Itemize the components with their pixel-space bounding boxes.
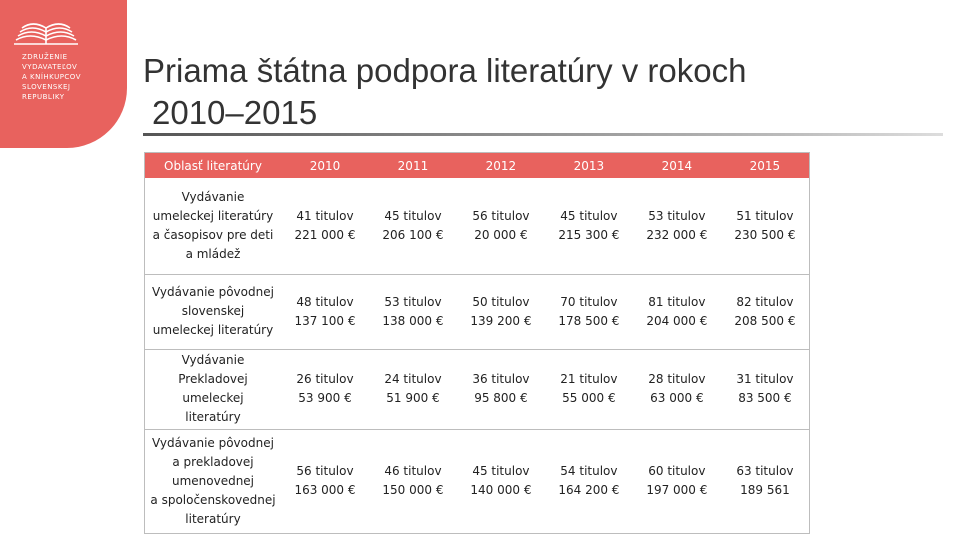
title-count: 54 titulov <box>560 464 618 478</box>
area-cell <box>145 349 282 429</box>
amount: 215 300 € <box>558 227 620 242</box>
table-row <box>145 429 810 533</box>
amount: 140 000 € <box>470 483 532 497</box>
area-line: Vydávanie pôvodnej <box>152 435 274 450</box>
area-line: slovenskej <box>181 304 245 318</box>
amount: 204 000 € <box>646 313 708 328</box>
amount: 55 000 € <box>562 391 616 405</box>
area-line: Vydávanie <box>181 353 245 367</box>
title-count: 82 titulov <box>736 294 794 309</box>
open-book-icon <box>10 16 82 50</box>
value-cell <box>633 349 721 429</box>
value-cell <box>281 178 369 274</box>
title-count: 63 titulov <box>736 464 794 478</box>
title-count: 45 titulov <box>472 464 530 478</box>
area-line: literatúry <box>185 511 241 526</box>
title-count: 26 titulov <box>296 372 354 386</box>
area-line: a prekladovej <box>172 454 254 469</box>
value-cell <box>545 349 633 429</box>
header-cell-year: 2013 <box>545 153 633 179</box>
value-cell <box>369 349 457 429</box>
header-cell-year: 2011 <box>369 153 457 179</box>
title-count: 51 titulov <box>736 208 794 223</box>
header-cell-year: 2012 <box>457 153 545 179</box>
area-line: a mládež <box>185 246 241 261</box>
title-count: 50 titulov <box>472 294 530 309</box>
value-cell <box>457 429 545 533</box>
value-cell <box>633 429 721 533</box>
title-count: 48 titulov <box>296 294 354 309</box>
title-count: 21 titulov <box>560 372 618 386</box>
area-cell <box>145 429 282 533</box>
area-line: umenovednej <box>171 473 255 488</box>
area-cell <box>145 274 282 349</box>
title-count: 45 titulov <box>384 208 442 223</box>
area-line: a časopisov pre deti <box>152 227 274 242</box>
amount: 232 000 € <box>646 227 708 242</box>
area-cell <box>145 178 282 274</box>
amount: 51 900 € <box>386 391 440 405</box>
amount: 178 500 € <box>558 313 620 328</box>
amount: 208 500 € <box>734 313 796 328</box>
value-cell <box>633 274 721 349</box>
table-row <box>145 274 810 349</box>
amount: 139 200 € <box>470 313 532 328</box>
table-row <box>145 178 810 274</box>
area-line: umeleckej literatúry <box>152 323 274 337</box>
value-cell <box>545 178 633 274</box>
table-row <box>145 349 810 429</box>
value-cell <box>457 274 545 349</box>
value-cell <box>721 349 810 429</box>
amount: 230 500 € <box>734 227 796 242</box>
area-line: Vydávanie <box>181 189 245 204</box>
amount: 221 000 € <box>294 227 356 242</box>
area-line: Vydávanie pôvodnej <box>152 285 274 299</box>
logo-text <box>22 52 81 102</box>
amount: 20 000 € <box>474 227 528 242</box>
title-count: 45 titulov <box>560 208 618 223</box>
title-count: 46 titulov <box>384 464 442 478</box>
amount: 138 000 € <box>382 313 444 328</box>
amount: 137 100 € <box>294 313 356 328</box>
title-count: 28 titulov <box>648 372 706 386</box>
logo-line: ZDRUŽENIE <box>22 53 68 61</box>
value-cell <box>369 274 457 349</box>
logo-line: VYDAVATEĽOV <box>22 63 78 71</box>
title-count: 53 titulov <box>648 208 706 223</box>
title-line-1: Priama štátna podpora literatúry v rokoch <box>143 52 747 89</box>
logo-badge <box>0 0 127 148</box>
title-count: 70 titulov <box>560 294 618 309</box>
support-table <box>144 152 810 534</box>
area-line: umeleckej <box>182 391 244 405</box>
logo-line: A KNÍHKUPCOV <box>22 73 81 81</box>
area-line: a spoločenskovednej <box>150 492 276 507</box>
header-cell-year: 2015 <box>721 153 810 179</box>
value-cell <box>545 429 633 533</box>
header-cell-year: 2010 <box>281 153 369 179</box>
title-count: 41 titulov <box>296 208 354 223</box>
amount: 189 561 <box>740 483 790 497</box>
amount: 197 000 € <box>646 483 708 497</box>
value-cell <box>281 274 369 349</box>
amount: 95 800 € <box>474 391 528 405</box>
logo-line: SLOVENSKEJ <box>22 83 71 91</box>
amount: 83 500 € <box>738 391 792 405</box>
value-cell <box>721 429 810 533</box>
title-count: 53 titulov <box>384 294 442 309</box>
title-count: 56 titulov <box>472 208 530 223</box>
title-count: 31 titulov <box>736 372 794 386</box>
header-cell-year: 2014 <box>633 153 721 179</box>
title-underline <box>143 133 943 136</box>
logo-line: REPUBLIKY <box>22 93 65 101</box>
title-count: 81 titulov <box>648 294 706 309</box>
amount: 53 900 € <box>298 391 352 405</box>
title-count: 24 titulov <box>384 372 442 386</box>
title-line-2: 2010–2015 <box>152 94 318 131</box>
value-cell <box>457 178 545 274</box>
value-cell <box>369 429 457 533</box>
value-cell <box>721 274 810 349</box>
header-row <box>145 153 810 179</box>
header-cell-area: Oblasť literatúry <box>145 153 282 179</box>
area-line: umeleckej literatúry <box>152 208 274 223</box>
amount: 150 000 € <box>382 483 444 497</box>
amount: 163 000 € <box>294 483 356 497</box>
amount: 164 200 € <box>558 483 620 497</box>
title-count: 60 titulov <box>648 464 706 478</box>
value-cell <box>369 178 457 274</box>
value-cell <box>721 178 810 274</box>
value-cell <box>281 429 369 533</box>
value-cell <box>281 349 369 429</box>
value-cell <box>457 349 545 429</box>
value-cell <box>545 274 633 349</box>
area-line: Prekladovej <box>178 372 248 386</box>
area-line: literatúry <box>185 410 241 424</box>
title-count: 36 titulov <box>472 372 530 386</box>
amount: 63 000 € <box>650 391 704 405</box>
page-title <box>143 50 746 134</box>
value-cell <box>633 178 721 274</box>
amount: 206 100 € <box>382 227 444 242</box>
title-count: 56 titulov <box>296 464 354 478</box>
